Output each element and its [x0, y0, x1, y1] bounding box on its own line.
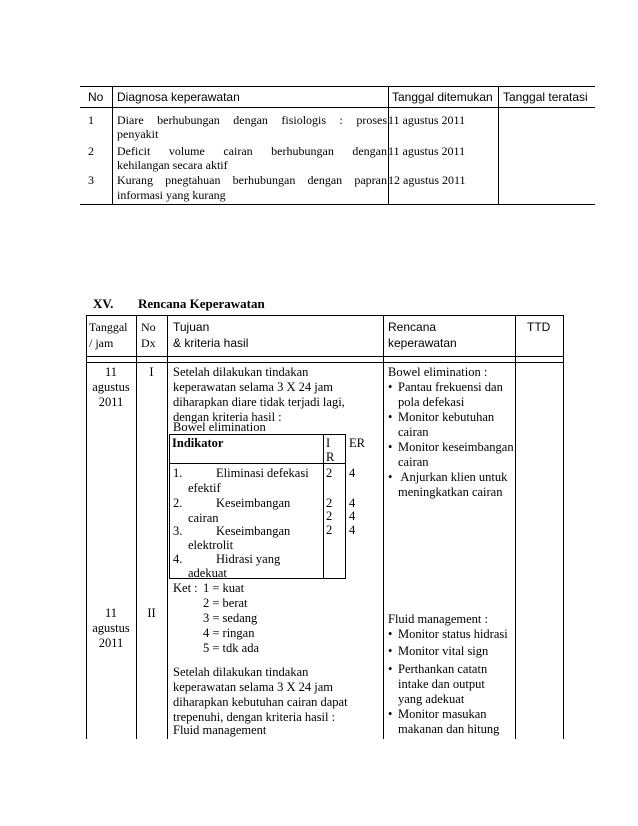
indikator-text-cont: elektrolit [188, 538, 234, 552]
entry-date-month: agustus [92, 621, 130, 635]
rencana-item-cont: meningkatkan cairan [398, 485, 503, 499]
table2-col-divider [167, 315, 168, 739]
bullet-icon: • [388, 470, 393, 484]
tujuan-line: dengan kriteria hasil : [173, 410, 282, 424]
indikator-header-ir: R [326, 450, 335, 464]
tujuan-line: diharapkan diare tidak terjadi lagi, [173, 395, 345, 409]
table1-row-no: 1 [88, 113, 94, 127]
rencana-title: Bowel elimination : [388, 365, 488, 379]
table1-header-divider [80, 107, 595, 108]
header-tanggal: Tanggal [89, 320, 128, 334]
indikator-er: 4 [349, 496, 356, 510]
table1-header-diagnosa: Diagnosa keperawatan [117, 90, 240, 104]
tujuan-line: trepenuhi, dengan kriteria hasil : [173, 710, 336, 724]
bullet-icon: • [388, 410, 393, 424]
rencana-item-text: Anjurkan klien untuk [398, 470, 508, 484]
indikator-right-border [345, 434, 346, 579]
bullet-icon: • [388, 707, 393, 721]
table1-row-no: 3 [88, 173, 94, 187]
indikator-header: Indikator [172, 436, 224, 450]
rencana-item-text: Monitor keseimbangan [398, 440, 514, 454]
header-rencana: Rencana [388, 320, 437, 334]
rencana-item-text: Monitor vital sign [398, 644, 489, 658]
table1-col-divider [112, 86, 113, 204]
rencana-item-text: Perthankan catatn [398, 662, 488, 676]
table1-row-diagnosis: Deficit volume cairan berhubungan dengan [117, 144, 387, 158]
table1-row-date: 12 agustus 2011 [388, 173, 466, 187]
table1-row-date: 11 agustus 2011 [388, 144, 466, 158]
tujuan-line: keperawatan selama 3 X 24 jam [173, 680, 334, 694]
rencana-item [388, 410, 494, 425]
rencana-item-cont: yang adekuat [398, 692, 465, 706]
indikator-text-cont: adekuat [188, 566, 227, 580]
indikator-ir: 2 [326, 509, 333, 523]
header-no: No [141, 320, 156, 334]
table1-header-no: No [88, 90, 104, 104]
table2-top-border [86, 315, 563, 316]
entry-dx: II [147, 606, 156, 620]
header-jam: / jam [89, 336, 114, 350]
tujuan-line: Setelah dilakukan tindakan [173, 665, 309, 679]
table2-col-divider [383, 315, 384, 739]
indikator-num: 4. [173, 552, 183, 566]
rencana-item-cont: cairan [398, 425, 429, 439]
table1-bottom-border [80, 204, 595, 205]
section-title: Rencana Keperawatan [138, 296, 265, 311]
indikator-header-ir: I [326, 436, 331, 450]
rencana-item [388, 644, 488, 659]
indikator-num: 3. [173, 524, 183, 538]
table1-row-diagnosis-cont: informasi yang kurang [117, 188, 226, 202]
rencana-item-text: Monitor status hidrasi [398, 627, 508, 641]
rencana-item [388, 627, 508, 642]
ket-item: 2 = berat [203, 596, 248, 610]
tujuan-line: Fluid management [173, 723, 267, 737]
indikator-header-divider [169, 463, 346, 464]
table2-right-border [563, 315, 564, 739]
table1-col-divider [498, 86, 499, 204]
indikator-left-border [169, 434, 170, 579]
indikator-ir: 2 [326, 523, 333, 537]
entry-date-day: 11 [104, 606, 118, 620]
indikator-text-cont: cairan [188, 511, 219, 525]
indikator-num: 2. [173, 496, 183, 510]
indikator-text: Keseimbangan [216, 496, 291, 510]
bullet-icon: • [388, 440, 393, 454]
table1-row-diagnosis-cont: kehilangan secara aktif [117, 158, 228, 172]
rencana-item [388, 707, 487, 722]
rencana-item [388, 380, 503, 395]
bullet-icon: • [388, 627, 393, 641]
indikator-ir: 2 [326, 496, 333, 510]
section-number: XV. [93, 296, 114, 311]
ket-item: 3 = sedang [203, 611, 258, 625]
header-kriteria-hasil: & kriteria hasil [173, 336, 249, 350]
indikator-text-cont: efektif [188, 481, 221, 495]
table1-row-diagnosis: Diare berhubungan dengan fisiologis : proses [117, 113, 387, 127]
ket-item: 4 = ringan [203, 626, 255, 640]
rencana-item-text: Monitor masukan [398, 707, 487, 721]
rencana-item-cont: pola defekasi [398, 395, 465, 409]
rencana-item-cont: intake dan output [398, 677, 485, 691]
indikator-header-er: ER [349, 436, 365, 450]
table1-row-no: 2 [88, 144, 94, 158]
entry-date-day: 11 [104, 365, 118, 379]
indikator-er: 4 [349, 509, 356, 523]
tujuan-line: Bowel elimination [173, 420, 266, 434]
indikator-text: Hidrasi yang [216, 552, 281, 566]
rencana-item [388, 662, 487, 677]
tujuan-line: keperawatan selama 3 X 24 jam [173, 380, 334, 394]
bullet-icon: • [388, 380, 393, 394]
table1-row-diagnosis-cont: penyakit [117, 127, 159, 141]
table1-row-date: 11 agustus 2011 [388, 113, 466, 127]
tujuan-line: Setelah dilakukan tindakan [173, 365, 309, 379]
indikator-text: Eliminasi defekasi [216, 466, 309, 480]
header-ttd: TTD [527, 320, 551, 334]
rencana-item-cont: cairan [398, 455, 429, 469]
rencana-title: Fluid management : [388, 612, 488, 626]
entry-date-year: 2011 [98, 636, 124, 650]
table1-top-border [80, 86, 595, 87]
table2-header-divider [86, 356, 563, 357]
indikator-er: 4 [349, 466, 356, 480]
indikator-num: 1. [173, 466, 183, 480]
table1-row-diagnosis: Kurang pnegtahuan berhubungan dengan papran [117, 173, 387, 187]
ket-item: 1 = kuat [203, 581, 245, 595]
indikator-ir: 2 [326, 466, 333, 480]
ket-item: 5 = tdk ada [203, 641, 259, 655]
header-tujuan: Tujuan [173, 320, 210, 334]
entry-date-year: 2011 [98, 395, 124, 409]
bullet-icon: • [388, 662, 393, 676]
indikator-col-divider [323, 434, 324, 579]
rencana-item-text: Pantau frekuensi dan [398, 380, 503, 394]
table1-header-tanggal-teratasi: Tanggal teratasi [503, 90, 588, 104]
indikator-er: 4 [349, 523, 356, 537]
indikator-text: Keseimbangan [216, 524, 291, 538]
ket-label: Ket : [173, 581, 198, 595]
table1-header-tanggal-ditemukan: Tanggal ditemukan [392, 90, 493, 104]
rencana-item-text: Monitor kebutuhan [398, 410, 495, 424]
entry-date-month: agustus [92, 380, 130, 394]
table2-col-divider [515, 315, 516, 739]
table2-header-divider [86, 362, 563, 363]
indikator-top-border [169, 434, 346, 435]
entry-dx: I [149, 365, 154, 379]
tujuan-line: diharapkan kebutuhan cairan dapat [173, 695, 348, 709]
rencana-item-cont: makanan dan hitung [398, 722, 500, 736]
bullet-icon: • [388, 644, 393, 658]
rencana-item [388, 440, 514, 455]
header-dx: Dx [141, 336, 156, 350]
header-keperawatan: keperawatan [388, 336, 457, 350]
rencana-item [388, 470, 507, 485]
